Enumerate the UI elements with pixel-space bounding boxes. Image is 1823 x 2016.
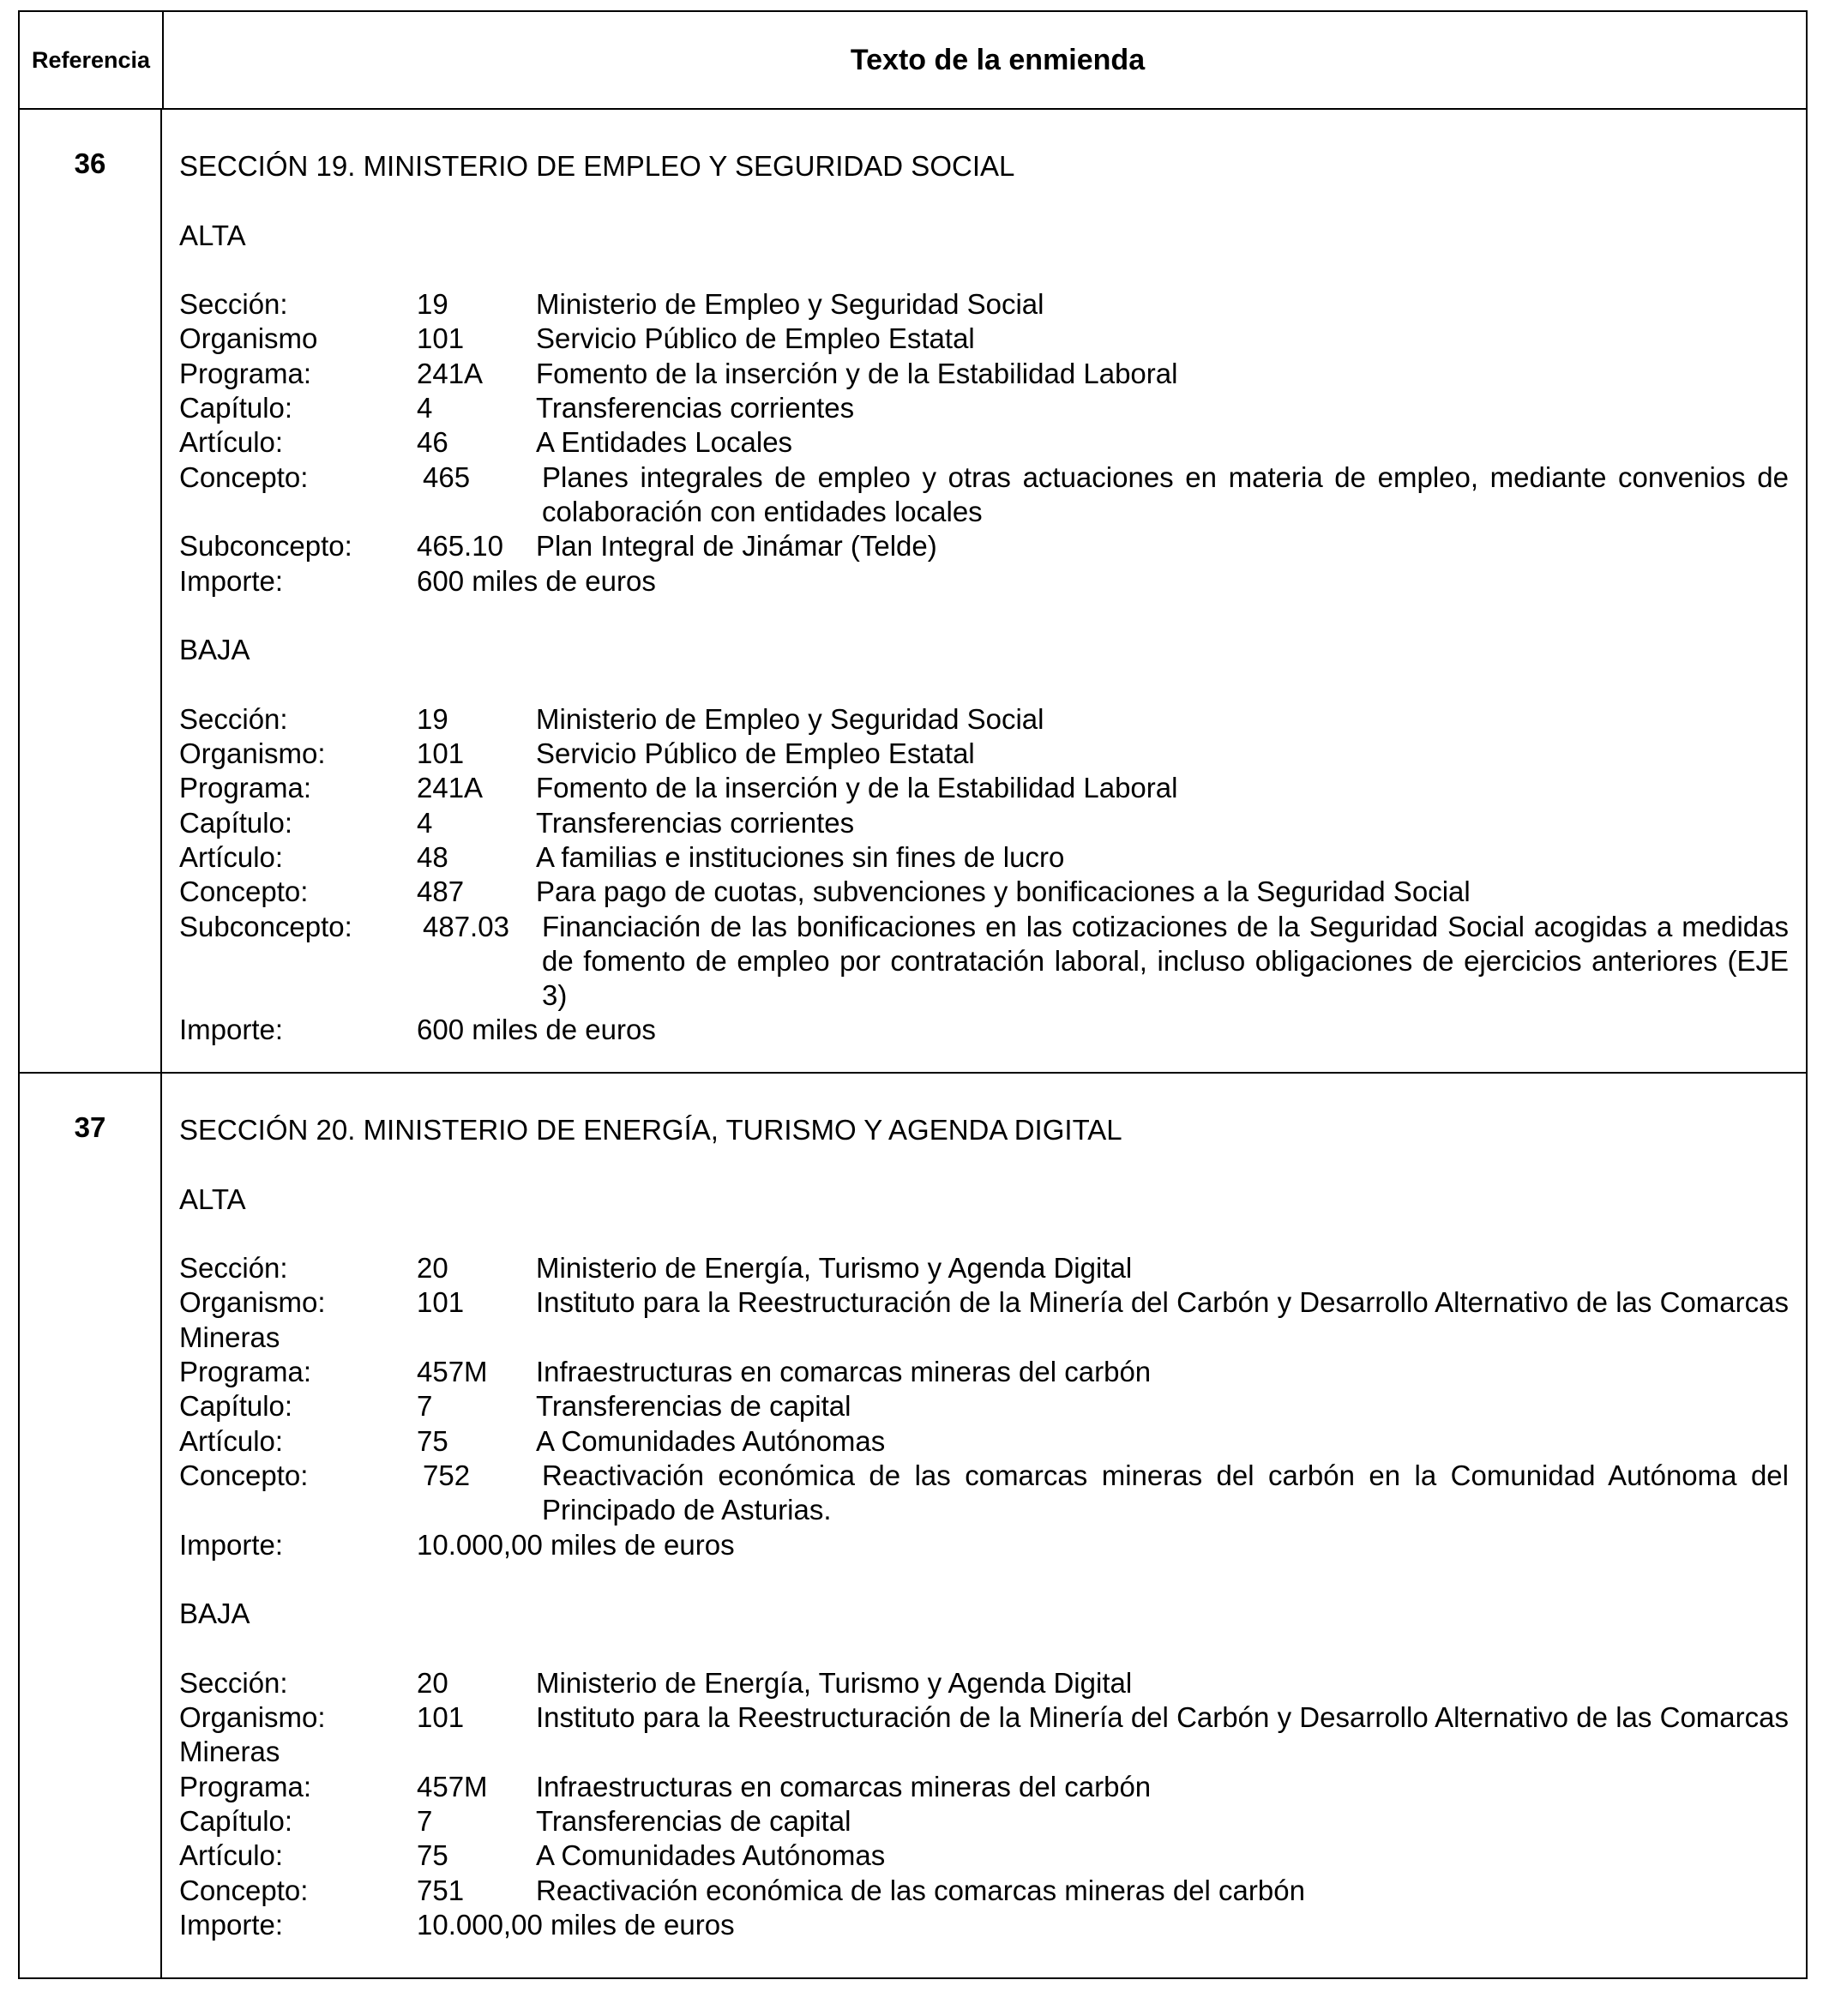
budget-line: Programa: 457M Infraestructuras en comarcas mineras del carbón — [179, 1356, 1152, 1388]
budget-line: Importe: 600 miles de euros — [179, 564, 656, 597]
alta-heading: ALTA — [179, 1183, 246, 1215]
budget-line: Subconcepto: 487.03 Financiación de las bonificaciones en las cotizaciones de la Seguridad Social acogidas a medidas de fomento de empleo por contratación laboral, incluso obligaciones de ejercicios anteriores (EJE 3) — [179, 910, 1789, 1012]
budget-line: Importe: 600 miles de euros — [179, 1014, 656, 1046]
budget-line: Programa: 241A Fomento de la inserción y de la Estabilidad Laboral — [179, 357, 1178, 389]
budget-line: Organismo: 101 Servicio Público de Empleo Estatal — [179, 737, 975, 770]
reference-number: 37 — [20, 1074, 162, 1977]
reference-number: 36 — [20, 110, 162, 1072]
section-title: SECCIÓN 19. MINISTERIO DE EMPLEO Y SEGURIDAD SOCIAL — [179, 150, 1015, 182]
baja-heading: BAJA — [179, 1598, 250, 1630]
budget-line: Organismo: 101 Instituto para la Reestructuración de la Minería del Carbón y Desarrollo Alternativo de las Comarcas Mineras — [179, 1286, 1789, 1353]
budget-line: Sección: 19 Ministerio de Empleo y Seguridad Social — [179, 702, 1044, 735]
amendments-table — [18, 10, 1808, 1979]
budget-line: Concepto: 487 Para pago de cuotas, subvenciones y bonificaciones a la Seguridad Social — [179, 876, 1471, 908]
budget-line: Capítulo: 7 Transferencias de capital — [179, 1390, 851, 1423]
budget-line: Subconcepto: 465.10 Plan Integral de Jinámar (Telde) — [179, 530, 937, 563]
budget-line: Concepto: 751 Reactivación económica de las comarcas mineras del carbón — [179, 1874, 1305, 1906]
amendment-text — [162, 110, 1806, 1072]
budget-line: Importe: 10.000,00 miles de euros — [179, 1528, 735, 1561]
budget-line: Sección: 20 Ministerio de Energía, Turismo y Agenda Digital — [179, 1252, 1133, 1285]
budget-line: Capítulo: 4 Transferencias corrientes — [179, 392, 855, 424]
budget-line: Programa: 241A Fomento de la inserción y de la Estabilidad Laboral — [179, 772, 1178, 804]
table-row — [20, 110, 1806, 1074]
budget-line: Concepto: 465 Planes integrales de empleo y otras actuaciones en materia de empleo, mediante convenios de colaboración con entidades locales — [179, 460, 1789, 527]
budget-line: Artículo: 75 A Comunidades Autónomas — [179, 1424, 886, 1457]
budget-line: Programa: 457M Infraestructuras en comarcas mineras del carbón — [179, 1770, 1152, 1802]
budget-line: Organismo 101 Servicio Público de Empleo Estatal — [179, 322, 975, 355]
budget-line: Capítulo: 4 Transferencias corrientes — [179, 806, 855, 839]
budget-line: Capítulo: 7 Transferencias de capital — [179, 1804, 851, 1837]
table-header — [20, 12, 1806, 110]
alta-heading: ALTA — [179, 219, 246, 251]
amendment-text — [162, 1074, 1806, 1977]
baja-heading: BAJA — [179, 634, 250, 666]
budget-line: Artículo: 46 A Entidades Locales — [179, 426, 793, 459]
budget-line: Artículo: 75 A Comunidades Autónomas — [179, 1839, 886, 1872]
budget-line: Concepto: 752 Reactivación económica de las comarcas mineras del carbón en la Comunidad Autónoma del Principado de Asturias. — [179, 1459, 1789, 1526]
budget-line: Organismo: 101 Instituto para la Reestructuración de la Minería del Carbón y Desarrollo Alternativo de las Comarcas Mineras — [179, 1701, 1789, 1768]
budget-line: Importe: 10.000,00 miles de euros — [179, 1908, 735, 1941]
header-referencia: Referencia — [20, 12, 164, 108]
section-title: SECCIÓN 20. MINISTERIO DE ENERGÍA, TURISMO Y AGENDA DIGITAL — [179, 1114, 1122, 1146]
header-texto-enmienda: Texto de la enmienda — [850, 43, 1146, 76]
budget-line: Sección: 19 Ministerio de Empleo y Seguridad Social — [179, 288, 1044, 321]
budget-line: Artículo: 48 A familias e instituciones sin fines de lucro — [179, 840, 1065, 873]
table-row — [20, 1074, 1806, 1977]
budget-line: Sección: 20 Ministerio de Energía, Turismo y Agenda Digital — [179, 1666, 1133, 1699]
